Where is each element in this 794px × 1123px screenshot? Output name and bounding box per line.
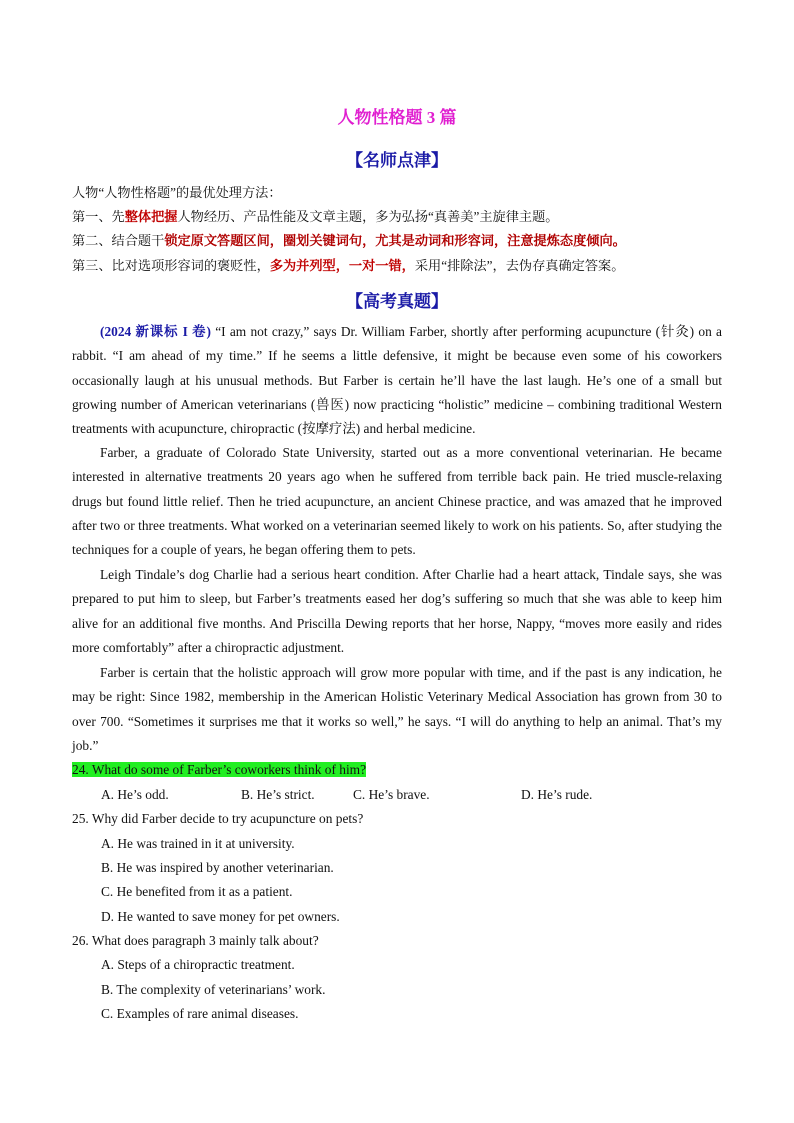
q26-option-c: C. Examples of rare animal diseases. — [101, 1006, 299, 1021]
q24-option-c: C. He’s brave. — [353, 787, 430, 802]
question-24-options — [101, 787, 721, 803]
passage-source: (2024 新课标 I 卷) — [100, 324, 211, 339]
tip-line-3 — [72, 258, 722, 274]
question-24-highlight: 24. What do some of Farber’s coworkers think of him? — [72, 762, 367, 777]
q25-option-a: A. He was trained in it at university. — [101, 836, 295, 851]
q25-option-b: B. He was inspired by another veterinarian. — [101, 860, 334, 875]
passage-paragraph-1 — [72, 320, 722, 441]
tip-3-emphasis: 多为并列型，一对一错， — [269, 258, 415, 273]
question-24 — [72, 762, 366, 778]
question-25: 25. Why did Farber decide to try acupuncture on pets? — [72, 811, 364, 826]
q24-option-d: D. He’s rude. — [521, 787, 593, 802]
tip-2-prefix: 第二、结合题干 — [72, 233, 165, 248]
passage-paragraph-2: Farber, a graduate of Colorado State University, started out as a more conventional veterinarian. He became interested in alternative treatments 20 years ago when he suffered from terrible back pain. He tried muscle-relaxing drugs but found little relief. Then he tried acupuncture, an ancient Chinese practice, and was amazed that he improved after two or three treatments. What worked on a veterinarian seemed likely to work on his patients. So, after studying the techniques for a couple of years, he began offering them to pets. — [72, 445, 722, 558]
tip-1-prefix: 第一、先 — [72, 209, 125, 224]
tip-3-rest: 采用“排除法”，去伪存真确定答案。 — [414, 258, 625, 273]
q24-option-b: B. He’s strict. — [241, 787, 315, 802]
passage-paragraph-3: Leigh Tindale’s dog Charlie had a serious heart condition. After Charlie had a heart attack, Tindale says, she was prepared to put him to sleep, but Farber’s treatments eased her dog’s suffering so much that she was able to keep him alive for an additional five months. And Priscilla Dewing reports that her horse, Nappy, “moves more easily and rides more comfortably” after a chiropractic adjustment. — [72, 567, 722, 655]
passage-paragraph-4: Farber is certain that the holistic approach will grow more popular with time, and if the past is any indication, he may be right: Since 1982, membership in the American Holistic Veterinary Medical Association has grown from 30 to over 700. “Sometimes it surprises me that it works so well,” he says. “I will do anything to help an animal. That’s my job.” — [72, 665, 722, 753]
section-heading-tips: 【名师点津】 — [346, 151, 448, 170]
q25-option-c: C. He benefited from it as a patient. — [101, 884, 293, 899]
tip-1-rest: 人物经历、产品性能及文章主题，多为弘扬“真善美”主旋律主题。 — [177, 209, 559, 224]
section-heading-exam: 【高考真题】 — [346, 292, 448, 311]
q25-option-d: D. He wanted to save money for pet owners. — [101, 909, 340, 924]
paragraph-1-text: “I am not crazy,” says Dr. William Farber, shortly after performing acupuncture (针灸) on a rabbit. “I am ahead of my time.” If he seems a little defensive, it might be because even some of his coworkers occasionally laugh at his unusual methods. But Farber is certain he’ll have the last laugh. He’s one of a small but growing number of American veterinarians (兽医) now practicing “holistic” medicine – combining traditional Western treatments with acupuncture, chiropractic (按摩疗法) and herbal medicine. — [72, 324, 722, 437]
tip-line-1 — [72, 209, 722, 225]
document-title: 人物性格题 3 篇 — [337, 108, 457, 127]
tip-3-prefix: 第三、比对选项形容词的褒贬性， — [72, 258, 270, 273]
q26-option-a: A. Steps of a chiropractic treatment. — [101, 957, 295, 972]
tip-line-2 — [72, 233, 722, 249]
q24-option-a: A. He’s odd. — [101, 787, 169, 802]
tip-1-emphasis: 整体把握 — [124, 209, 178, 224]
tips-intro: 人物“人物性格题”的最优处理方法： — [72, 185, 282, 200]
tip-2-emphasis: 锁定原文答题区间，圈划关键词句，尤其是动词和形容词，注意提炼态度倾向。 — [164, 233, 626, 248]
q26-option-b: B. The complexity of veterinarians’ work. — [101, 982, 326, 997]
question-26: 26. What does paragraph 3 mainly talk about? — [72, 933, 319, 948]
